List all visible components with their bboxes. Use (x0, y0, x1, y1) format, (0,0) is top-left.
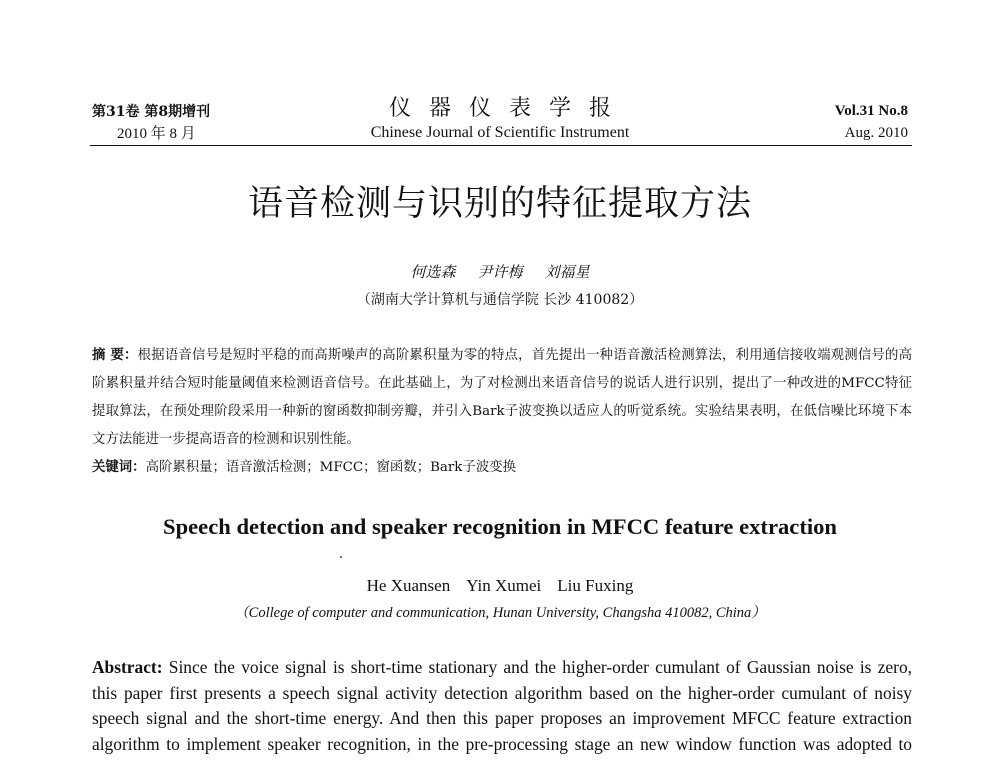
volume-issue-zh: 第31卷 第8期增刊 (92, 104, 211, 120)
keywords-zh-text: 高阶累积量；语音激活检测；MFCC；窗函数；Bark子波变换 (145, 460, 516, 475)
abstract-en-line (92, 655, 912, 681)
abstract-en-label: Abstract: (92, 657, 163, 677)
date-en: Aug. 2010 (844, 125, 908, 141)
header-rule (90, 145, 912, 146)
author-zh: 尹许梅 (477, 263, 523, 281)
abstract-zh-label: 摘 要： (92, 347, 138, 363)
author-en: Liu Fuxing (557, 576, 634, 595)
author-en: Yin Xumei (466, 576, 542, 595)
abstract-en-text: Since the voice signal is short-time stationary and the higher-order cumulant of Gaussian noise is zero, (168, 657, 912, 677)
authors-en (0, 575, 1000, 597)
author-zh: 何选森 (410, 263, 456, 281)
paper-title-en: Speech detection and speaker recognition in MFCC feature extraction (163, 514, 837, 539)
keywords-zh (92, 453, 912, 482)
author-en: He Xuansen (366, 576, 451, 595)
volume-issue-en: Vol.31 No.8 (834, 103, 908, 119)
abstract-zh-text: 根据语音信号是短时平稳的而高斯噪声的高阶累积量为零的特点，首先提出一种语音激活检测算法，利用通信接收端观测信号的高阶累积量并结合短时能量阈值来检测语音信号。在此基础上，为了对检测出来语音信号的说话人进行识别，提出了一种改进的MFCC特征提取算法，在预处理阶段采用一种新的窗函数抑制旁瓣，并引入Bark子波变换以适应人的听觉系统。实验结果表明，在低信噪比环境下本文方法能进一步提高语音的检测和识别性能。 (92, 348, 912, 447)
date-zh: 2010 年 8 月 (117, 126, 196, 142)
affiliation-zh: （湖南大学计算机与通信学院 长沙 410082） (356, 292, 644, 308)
scan-speck (340, 556, 342, 558)
journal-name-en: Chinese Journal of Scientific Instrument (370, 124, 630, 141)
paper-title-zh: 语音检测与识别的特征提取方法 (247, 184, 752, 224)
authors-zh (0, 262, 1000, 282)
author-zh: 刘福星 (544, 263, 590, 281)
keywords-zh-label: 关键词： (92, 459, 146, 475)
abstract-en-line: speech signal and the short-time energy. And then this paper proposes an improvement MFCC feature extraction (92, 708, 912, 729)
abstract-zh (92, 341, 912, 454)
abstract-en-line: this paper first presents a speech signal activity detection algorithm based on the higher-order cumulant of noisy (92, 682, 912, 703)
journal-name-zh: 仪器仪表学报 (388, 96, 629, 121)
abstract-en (92, 655, 912, 757)
abstract-en-line: algorithm to implement speaker recognition, in the pre-processing stage an new window function was adopted to (92, 733, 912, 754)
affiliation-en: （College of computer and communication, Hunan University, Changsha 410082, China） (234, 605, 766, 621)
